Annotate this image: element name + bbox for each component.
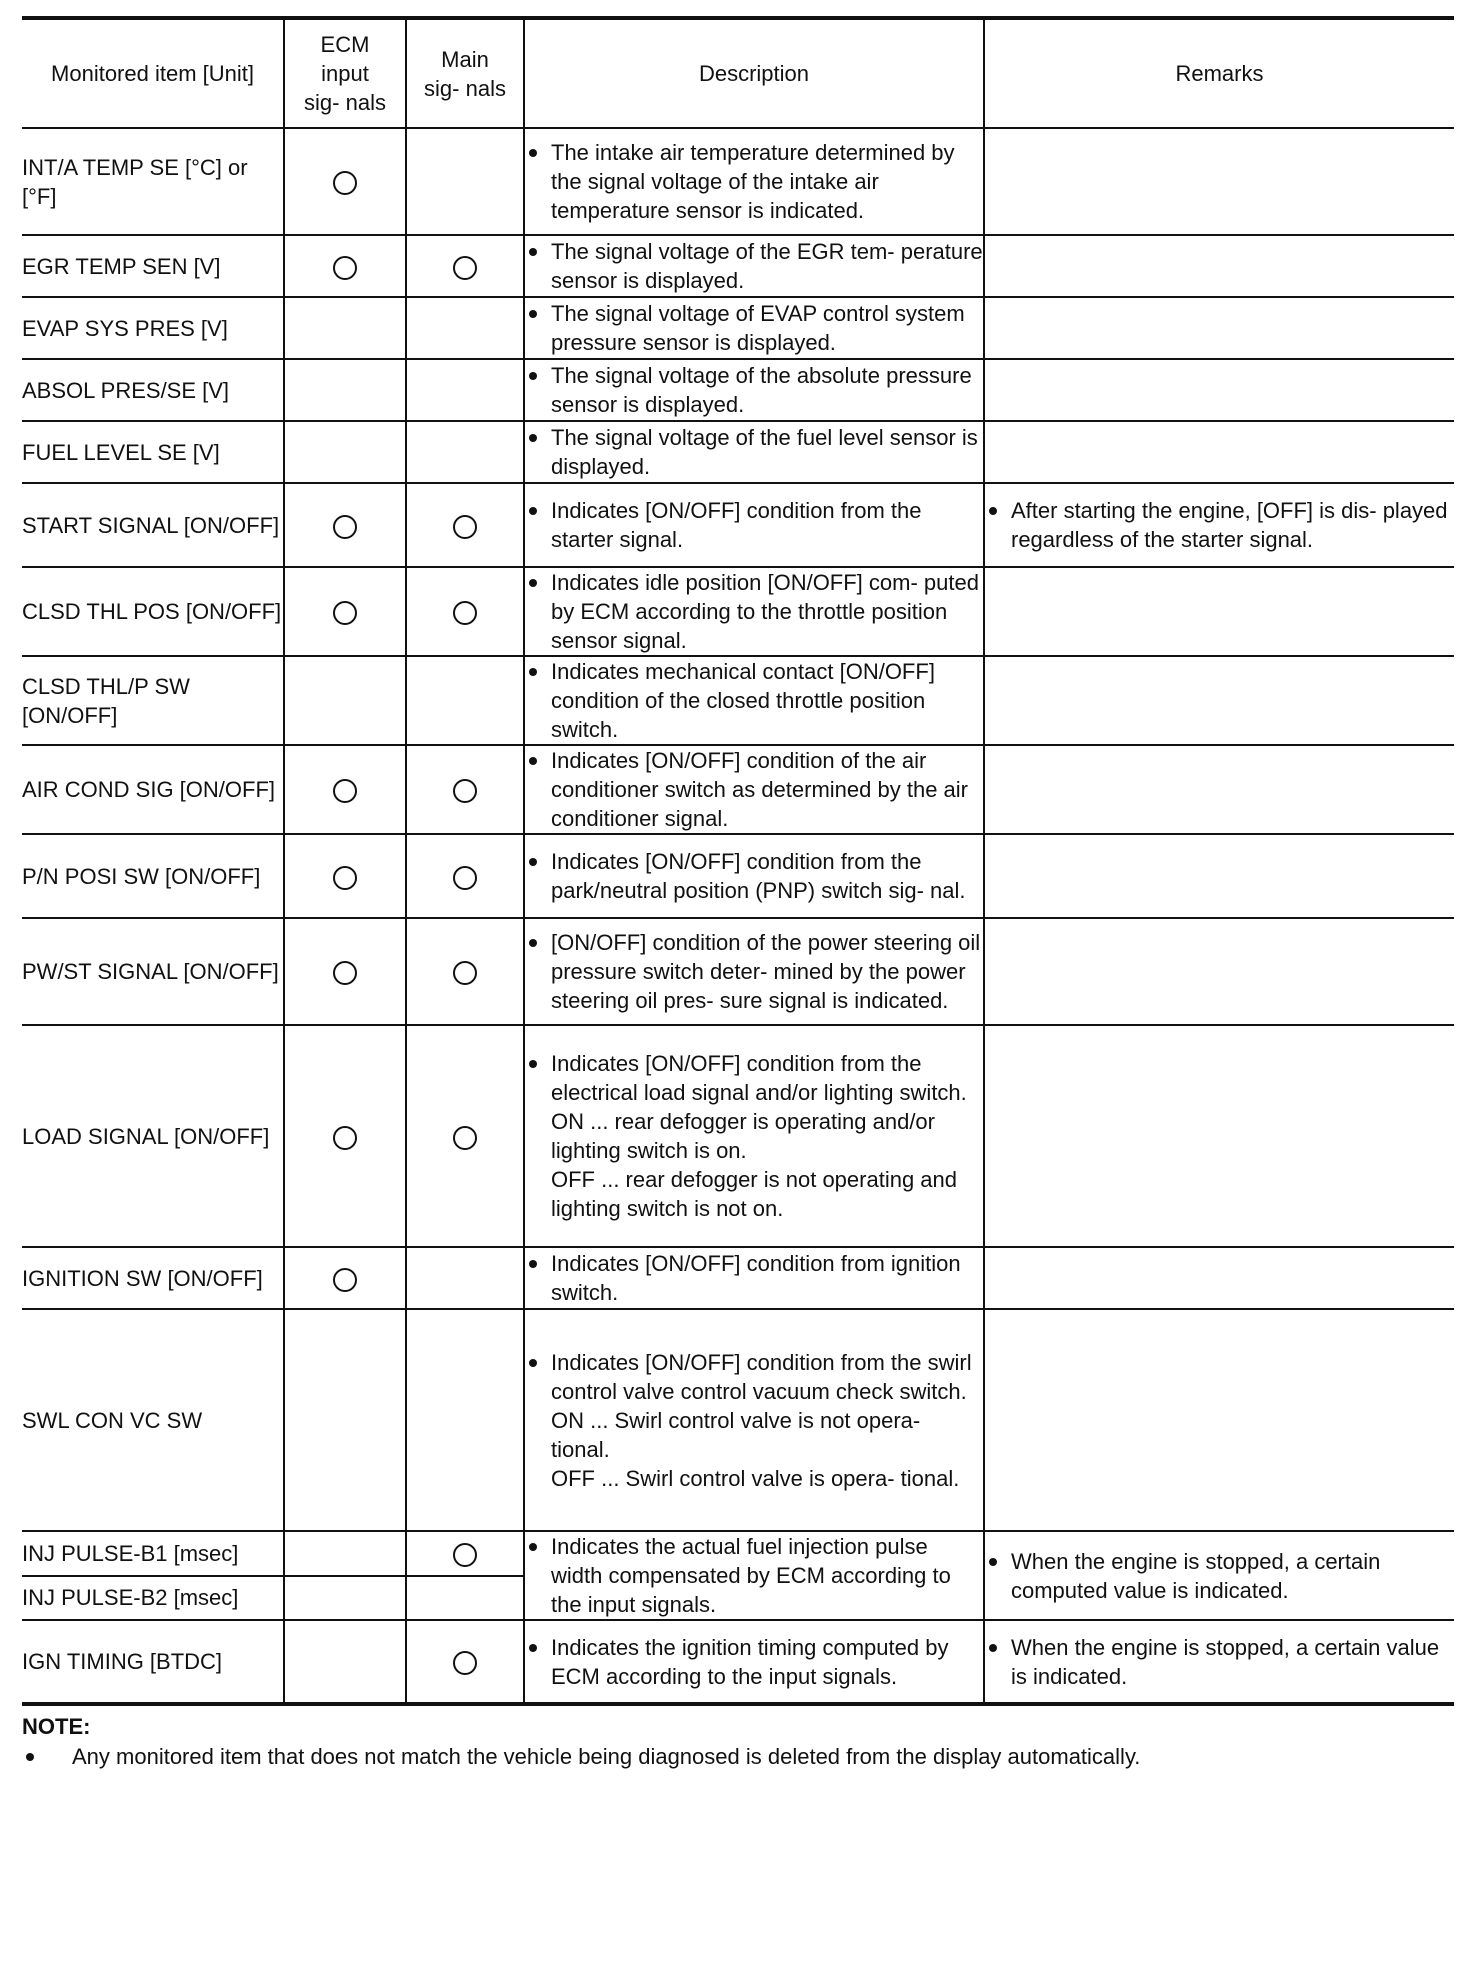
description-bullet-text: Indicates [ON/OFF] condition from the electrical load signal and/or lighting switch. — [551, 1051, 967, 1105]
note-label: NOTE: — [22, 1714, 91, 1739]
description-off-line: OFF ... Swirl control valve is opera- tional. — [551, 1465, 960, 1491]
bullet-icon — [529, 757, 537, 765]
main-signal-cell — [406, 567, 524, 656]
main-signal-cell — [406, 1025, 524, 1247]
bullet-icon — [529, 507, 537, 515]
circle-mark-icon — [453, 601, 477, 625]
monitored-item-cell: FUEL LEVEL SE [V] — [22, 421, 284, 483]
ecm-input-cell — [284, 1247, 406, 1309]
monitored-items-table — [22, 16, 1454, 1706]
table-row — [22, 1025, 1454, 1247]
remarks-bullet-text: When the engine is stopped, a certain computed value is indicated. — [1011, 1548, 1381, 1603]
circle-mark-icon — [333, 171, 357, 195]
description-bullet-text: The signal voltage of the EGR tem- perature sensor is displayed. — [551, 239, 983, 293]
bullet-icon — [529, 149, 537, 157]
remarks-bullet-text: When the engine is stopped, a certain value is indicated. — [1011, 1634, 1440, 1689]
main-signal-cell — [406, 1576, 524, 1621]
description-cell — [524, 834, 984, 918]
description-cell — [524, 656, 984, 745]
circle-mark-icon — [453, 866, 477, 890]
description-cell — [524, 297, 984, 359]
main-signal-cell — [406, 421, 524, 483]
ecm-input-cell — [284, 128, 406, 235]
ecm-input-cell — [284, 745, 406, 834]
description-cell — [524, 483, 984, 567]
remarks-cell — [984, 421, 1454, 483]
main-signal-cell — [406, 483, 524, 567]
bullet-icon — [529, 434, 537, 442]
description-cell — [524, 421, 984, 483]
bullet-icon — [529, 858, 537, 866]
ecm-input-cell — [284, 1620, 406, 1704]
bullet-icon — [529, 1359, 537, 1367]
description-bullet — [525, 423, 983, 481]
description-cell — [524, 1309, 984, 1531]
circle-mark-icon — [453, 1543, 477, 1567]
description-bullet — [525, 1633, 983, 1691]
header-ecm-input-signals: ECM input sig- nals — [284, 18, 406, 128]
monitor-spec-page — [22, 16, 1454, 1772]
circle-mark-icon — [333, 779, 357, 803]
table-header-row — [22, 18, 1454, 128]
ecm-input-cell — [284, 656, 406, 745]
table-row — [22, 567, 1454, 656]
description-cell — [524, 1247, 984, 1309]
description-bullet — [525, 237, 983, 295]
remarks-cell — [984, 656, 1454, 745]
remarks-cell — [984, 483, 1454, 567]
circle-mark-icon — [453, 256, 477, 280]
main-signal-cell — [406, 1620, 524, 1704]
note-section — [22, 1712, 1454, 1772]
remarks-cell — [984, 235, 1454, 297]
description-bullet-text: The signal voltage of the absolute pressure sensor is displayed. — [551, 363, 972, 417]
monitored-item-cell: P/N POSI SW [ON/OFF] — [22, 834, 284, 918]
description-bullet-text: Indicates the actual fuel injection pulse width compensated by ECM according to the input signals. — [551, 1534, 951, 1617]
monitored-item-cell: PW/ST SIGNAL [ON/OFF] — [22, 918, 284, 1025]
main-signal-cell — [406, 297, 524, 359]
description-bullet — [525, 1532, 983, 1619]
description-cell — [524, 1531, 984, 1620]
description-bullet — [525, 1249, 983, 1307]
remarks-cell — [984, 297, 1454, 359]
bullet-icon — [529, 668, 537, 676]
remarks-cell — [984, 1309, 1454, 1531]
bullet-icon — [529, 372, 537, 380]
circle-mark-icon — [453, 1126, 477, 1150]
description-bullet-text: Indicates [ON/OFF] condition from the starter signal. — [551, 498, 922, 552]
table-row — [22, 421, 1454, 483]
bullet-icon — [529, 310, 537, 318]
remarks-cell — [984, 1620, 1454, 1704]
description-bullet-text: The intake air temperature determined by the signal voltage of the intake air temperature sensor is indicated. — [551, 140, 955, 223]
ecm-input-cell — [284, 1576, 406, 1621]
monitored-item-cell: AIR COND SIG [ON/OFF] — [22, 745, 284, 834]
description-bullet — [525, 1348, 983, 1406]
circle-mark-icon — [333, 256, 357, 280]
description-bullet — [525, 496, 983, 554]
description-cell — [524, 745, 984, 834]
remarks-cell — [984, 1247, 1454, 1309]
description-bullet-text: Indicates the ignition timing computed by ECM according to the input signals. — [551, 1634, 949, 1689]
monitored-item-cell: INJ PULSE-B2 [msec] — [22, 1576, 284, 1621]
description-cell — [524, 918, 984, 1025]
description-cell — [524, 1025, 984, 1247]
table-row — [22, 1247, 1454, 1309]
monitored-item-cell: LOAD SIGNAL [ON/OFF] — [22, 1025, 284, 1247]
remarks-bullet-text: After starting the engine, [OFF] is dis- played regardless of the starter signal. — [1011, 498, 1448, 552]
table-row — [22, 297, 1454, 359]
monitored-item-cell: CLSD THL/P SW [ON/OFF] — [22, 656, 284, 745]
monitored-item-cell: START SIGNAL [ON/OFF] — [22, 483, 284, 567]
header-monitored-item: Monitored item [Unit] — [22, 18, 284, 128]
monitored-item-cell: EVAP SYS PRES [V] — [22, 297, 284, 359]
description-bullet — [525, 568, 983, 655]
description-bullet-text: Indicates [ON/OFF] condition from the park/neutral position (PNP) switch sig- nal. — [551, 849, 966, 903]
description-bullet — [525, 746, 983, 833]
table-row — [22, 1620, 1454, 1704]
description-cell — [524, 235, 984, 297]
description-bullet — [525, 847, 983, 905]
remarks-bullet — [985, 496, 1454, 554]
ecm-input-cell — [284, 297, 406, 359]
remarks-bullet — [985, 1633, 1454, 1691]
description-bullet — [525, 138, 983, 225]
description-bullet-text: Indicates [ON/OFF] condition from ignition switch. — [551, 1251, 961, 1305]
bullet-icon — [26, 1753, 34, 1761]
description-cell — [524, 128, 984, 235]
ecm-input-cell — [284, 421, 406, 483]
header-main-signals: Main sig- nals — [406, 18, 524, 128]
ecm-input-cell — [284, 1531, 406, 1576]
bullet-icon — [529, 1260, 537, 1268]
ecm-input-cell — [284, 1309, 406, 1531]
description-bullet — [525, 657, 983, 744]
monitored-item-cell: INT/A TEMP SE [°C] or [°F] — [22, 128, 284, 235]
note-text: Any monitored item that does not match the vehicle being diagnosed is deleted from the display automatically. — [72, 1744, 1141, 1769]
main-signal-cell — [406, 1309, 524, 1531]
ecm-input-cell — [284, 1025, 406, 1247]
description-cell — [524, 359, 984, 421]
monitored-item-cell: EGR TEMP SEN [V] — [22, 235, 284, 297]
description-bullet-text: Indicates idle position [ON/OFF] com- puted by ECM according to the throttle position sensor signal. — [551, 570, 979, 653]
remarks-cell — [984, 128, 1454, 235]
main-signal-cell — [406, 359, 524, 421]
circle-mark-icon — [333, 1268, 357, 1292]
ecm-input-cell — [284, 567, 406, 656]
ecm-input-cell — [284, 918, 406, 1025]
table-row — [22, 483, 1454, 567]
circle-mark-icon — [333, 601, 357, 625]
remarks-cell — [984, 918, 1454, 1025]
bullet-icon — [989, 1644, 997, 1652]
bullet-icon — [529, 248, 537, 256]
circle-mark-icon — [453, 515, 477, 539]
description-bullet-text: Indicates [ON/OFF] condition of the air conditioner switch as determined by the air conditioner signal. — [551, 748, 968, 831]
description-off-line: OFF ... rear defogger is not operating and lighting switch is not on. — [551, 1167, 958, 1221]
description-bullet-text: The signal voltage of EVAP control system pressure sensor is displayed. — [551, 301, 965, 355]
description-on-line: ON ... rear defogger is operating and/or lighting switch is on. — [551, 1109, 935, 1163]
description-on-line: ON ... Swirl control valve is not opera- tional. — [551, 1407, 921, 1462]
main-signal-cell — [406, 1531, 524, 1576]
table-row — [22, 656, 1454, 745]
table-row — [22, 745, 1454, 834]
circle-mark-icon — [333, 961, 357, 985]
table-row — [22, 359, 1454, 421]
description-bullet-text: The signal voltage of the fuel level sensor is displayed. — [551, 425, 978, 479]
ecm-input-cell — [284, 359, 406, 421]
note-item — [22, 1742, 1454, 1772]
remarks-cell — [984, 567, 1454, 656]
description-cell — [524, 567, 984, 656]
header-description: Description — [524, 18, 984, 128]
circle-mark-icon — [333, 1126, 357, 1150]
main-signal-cell — [406, 656, 524, 745]
bullet-icon — [529, 1644, 537, 1652]
description-bullet-text: [ON/OFF] condition of the power steering oil pressure switch deter- mined by the power steering oil pres- sure signal is indicated. — [551, 930, 981, 1013]
circle-mark-icon — [453, 779, 477, 803]
remarks-cell — [984, 1025, 1454, 1247]
main-signal-cell — [406, 235, 524, 297]
circle-mark-icon — [453, 1651, 477, 1675]
remarks-bullet — [985, 1547, 1454, 1605]
monitored-item-cell: CLSD THL POS [ON/OFF] — [22, 567, 284, 656]
table-row — [22, 235, 1454, 297]
monitored-item-cell: SWL CON VC SW — [22, 1309, 284, 1531]
monitored-item-cell: INJ PULSE-B1 [msec] — [22, 1531, 284, 1576]
table-row — [22, 834, 1454, 918]
description-bullet-text: Indicates [ON/OFF] condition from the swirl control valve control vacuum check switch. — [551, 1349, 972, 1404]
monitored-item-cell: IGNITION SW [ON/OFF] — [22, 1247, 284, 1309]
remarks-cell — [984, 834, 1454, 918]
main-signal-cell — [406, 834, 524, 918]
description-cell — [524, 1620, 984, 1704]
ecm-input-cell — [284, 834, 406, 918]
circle-mark-icon — [453, 961, 477, 985]
table-row — [22, 1309, 1454, 1531]
ecm-input-cell — [284, 483, 406, 567]
ecm-input-cell — [284, 235, 406, 297]
remarks-cell — [984, 359, 1454, 421]
circle-mark-icon — [333, 515, 357, 539]
remarks-cell — [984, 745, 1454, 834]
description-bullet — [525, 361, 983, 419]
main-signal-cell — [406, 128, 524, 235]
bullet-icon — [529, 1060, 537, 1068]
bullet-icon — [529, 579, 537, 587]
remarks-cell — [984, 1531, 1454, 1620]
description-bullet — [525, 299, 983, 357]
bullet-icon — [529, 1543, 537, 1551]
description-bullet-text: Indicates mechanical contact [ON/OFF] condition of the closed throttle position switch. — [551, 659, 935, 742]
table-row — [22, 128, 1454, 235]
description-bullet — [525, 1049, 983, 1107]
monitored-item-cell: ABSOL PRES/SE [V] — [22, 359, 284, 421]
bullet-icon — [989, 507, 997, 515]
description-bullet — [525, 928, 983, 1015]
monitored-item-cell: IGN TIMING [BTDC] — [22, 1620, 284, 1704]
bullet-icon — [529, 939, 537, 947]
main-signal-cell — [406, 1247, 524, 1309]
main-signal-cell — [406, 745, 524, 834]
table-row — [22, 1531, 1454, 1576]
table-row — [22, 918, 1454, 1025]
header-remarks: Remarks — [984, 18, 1454, 128]
bullet-icon — [989, 1558, 997, 1566]
main-signal-cell — [406, 918, 524, 1025]
circle-mark-icon — [333, 866, 357, 890]
